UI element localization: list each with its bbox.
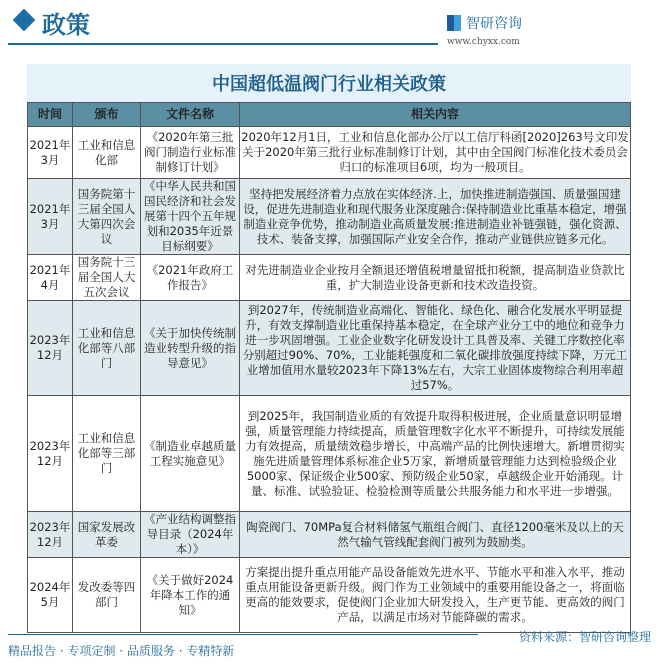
policy-table [27, 102, 631, 633]
cell-content: 对先进制造业企业按月全额退还增值税增量留抵扣税额，提高制造业贷款比重，扩大制造业设备更新和技术改造投资。 [240, 255, 631, 301]
cell-issuer: 国务院第十三届全国人大第四次会议 [73, 179, 141, 255]
cell-time: 2021年3月 [28, 127, 73, 179]
col-header-content: 相关内容 [240, 103, 631, 127]
brand-logo [447, 13, 522, 33]
cell-content: 到2027年，传统制造业高端化、智能化、绿色化、融合化发展水平明显提升，有效支撑制造业比重保持基本稳定，在全球产业分工中的地位和竞争力进一步巩固增强。工业企业数字化研发设计工具普及率、关键工序数控化率分别超过90%、70%，工业能耗强度和二氧化碳排放强度持续下降，万元工业增加值用水量较2023年下降13%左右，大宗工业固体废物综合利用率超过57%。 [240, 301, 631, 396]
cell-content: 陶瓷阀门、70MPa复合材料储氢气瓶组合阀门、直径1200毫米及以上的天然气输气管线配套阀门被列为鼓励类。 [240, 512, 631, 558]
diamond-icon [13, 9, 36, 32]
table-row [28, 396, 631, 512]
cell-doc: 《制造业卓越质量工程实施意见》 [141, 396, 240, 512]
cell-doc: 《产业结构调整指导目录（2024年本）》 [141, 512, 240, 558]
cell-content: 到2025年，我国制造业质的有效提升取得积极进展，企业质量意识明显增强，质量管理能力持续提高，质量管理数字化水平不断提升，可持续发展能力有效提高，质量绩效稳步增长，中高端产品的比例快速增大。新增贯彻实施先进质量管理体系标准企业5万家，新增质量管理能力达到检验级企业5000家、保证级企业500家、预防级企业50家，卓越级企业开始涌现。计量、标准、试验验证、检验检测等质量公共服务能力和水平进一步增强。 [240, 396, 631, 512]
section-title: 政策 [42, 11, 90, 39]
col-header-time: 时间 [28, 103, 73, 127]
brand-url: www.chyxx.com [447, 37, 520, 47]
source-note: 资料来源：智研咨询整理 [518, 630, 651, 644]
cell-issuer: 工业和信息化部等三部门 [73, 396, 141, 512]
cell-doc: 《2020年第三批阀门制造行业标准制修订计划》 [141, 127, 240, 179]
cell-time: 2024年5月 [28, 558, 73, 633]
cell-time: 2023年12月 [28, 396, 73, 512]
cell-issuer: 发改委等四部门 [73, 558, 141, 633]
brand-name: 智研咨询 [466, 16, 522, 32]
cell-doc: 《关于做好2024年降本工作的通知》 [141, 558, 240, 633]
cell-issuer: 国务院十三届全国人大五次会议 [73, 255, 141, 301]
cell-issuer: 工业和信息化部 [73, 127, 141, 179]
slogan: 精品报告 · 专项定制 · 品质服务 · 专精特新 [8, 644, 235, 658]
table-row [28, 558, 631, 633]
cell-time: 2023年12月 [28, 512, 73, 558]
col-header-doc: 文件名称 [141, 103, 240, 127]
cell-issuer: 国家发展改革委 [73, 512, 141, 558]
header-divider [8, 43, 438, 45]
cell-doc: 《2021年政府工作报告》 [141, 255, 240, 301]
cell-content: 2020年12月1日，工业和信息化部办公厅以工信厅科函[2020]263号文印发关于2020年第三批行业标准制修订计划，其中由全国阀门标准化技术委员会归口的标准项目6项，均为一般项目。 [240, 127, 631, 179]
table-row [28, 179, 631, 255]
logo-icon [447, 15, 461, 31]
cell-time: 2021年4月 [28, 255, 73, 301]
table-row [28, 301, 631, 396]
cell-time: 2021年3月 [28, 179, 73, 255]
cell-issuer: 工业和信息化部等八部门 [73, 301, 141, 396]
cell-content: 坚持把发展经济着力点放在实体经济.上，加快推进制造强国、质量强国建设，促进先进制造业和现代服务业深度融合:保持制造业比重基本稳定，增强制造业竞争优势，推动制造业高质量发展:推进制造业补链强链，强化资源、技术、装备支撑，加强国际产业安全合作，推动产业链供应链多元化。 [240, 179, 631, 255]
table-title: 中国超低温阀门行业相关政策 [27, 64, 631, 102]
table-row [28, 255, 631, 301]
table-row [28, 127, 631, 179]
footer-divider [8, 634, 478, 635]
table-row [28, 512, 631, 558]
cell-doc: 《中华人民共和国国民经济和社会发展第十四个五年规划和2035年近景目标纲要》 [141, 179, 240, 255]
cell-doc: 《关于加快传统制造业转型升级的指导意见》 [141, 301, 240, 396]
cell-content: 方案提出提升重点用能产品设备能效先进水平、节能水平和准入水平，推动重点用能设备更新升级。阀门作为工业领域中的重要用能设备之一，将面临更高的能效要求，促使阀门企业加大研发投入，生产更节能、更高效的阀门产品，以满足市场对节能降碳的需求。 [240, 558, 631, 633]
col-header-issuer: 颁布 [73, 103, 141, 127]
cell-time: 2023年12月 [28, 301, 73, 396]
